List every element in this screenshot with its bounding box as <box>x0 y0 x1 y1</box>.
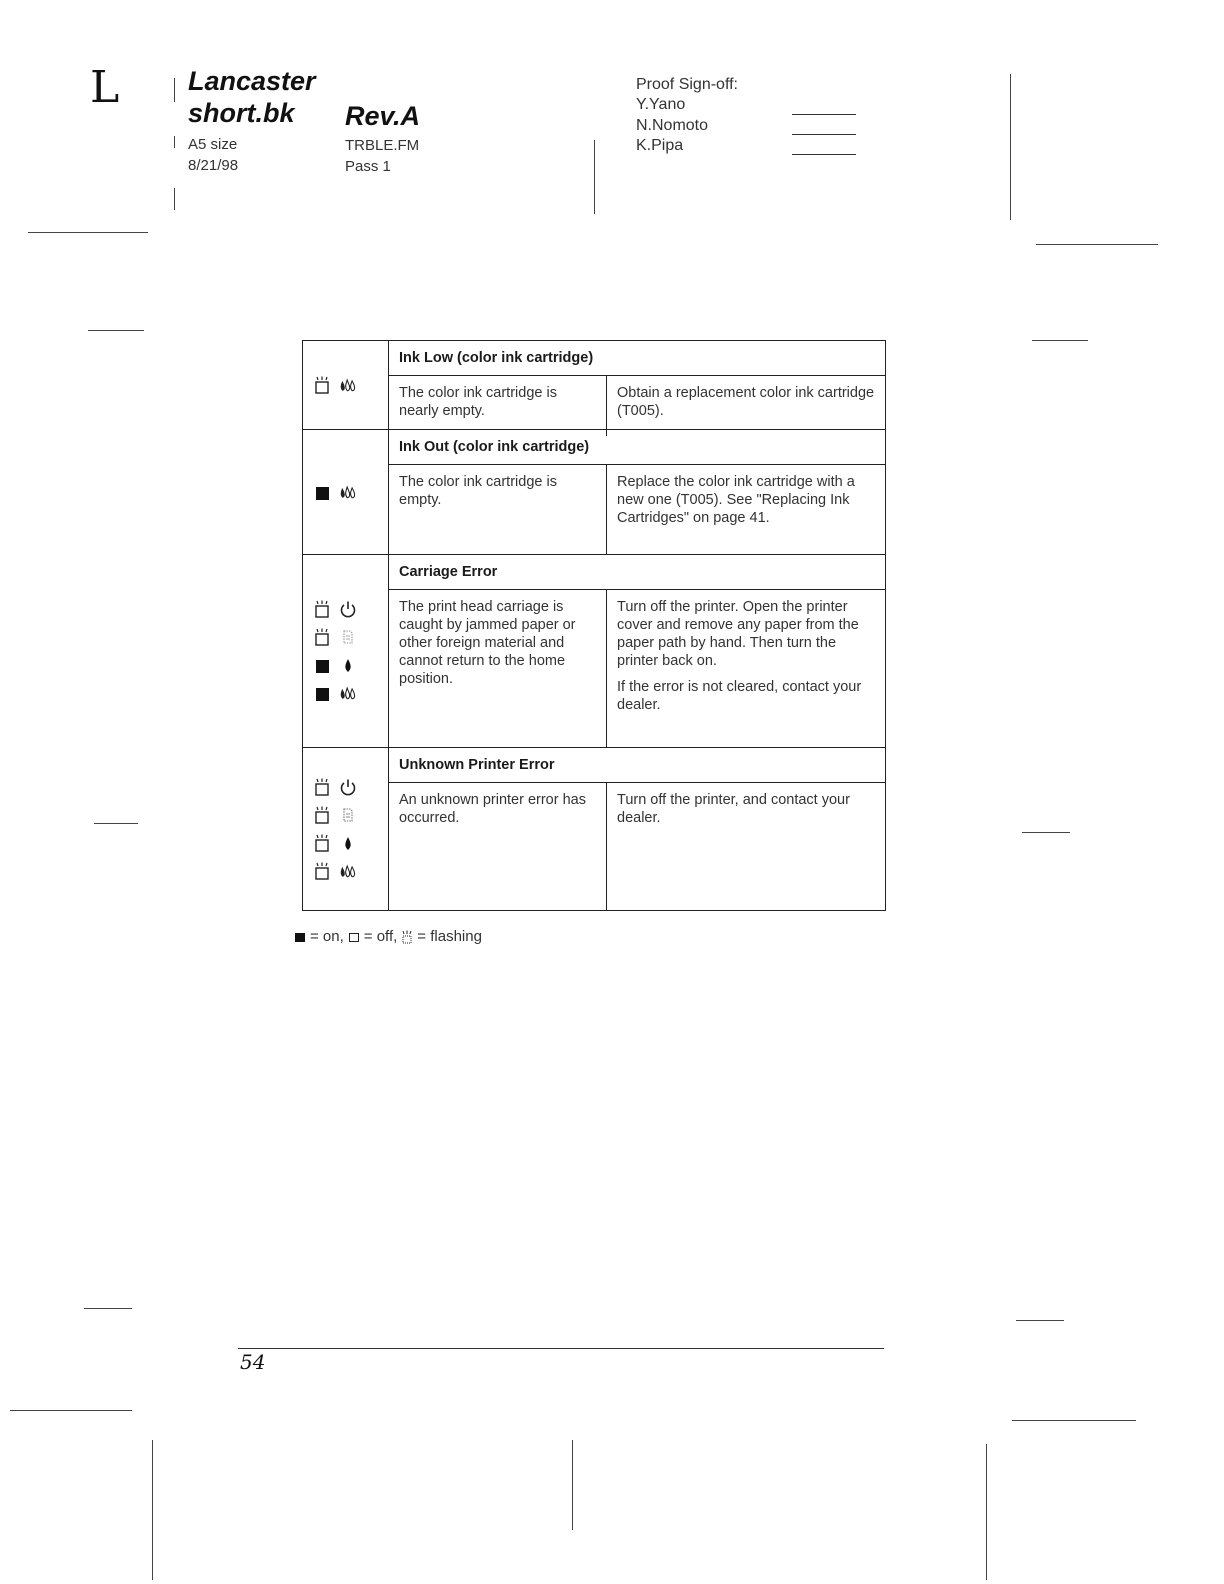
crop-mark <box>28 232 148 233</box>
light-flashing-icon <box>313 806 331 824</box>
signature-line <box>792 134 856 135</box>
crop-mark <box>88 330 144 331</box>
remedy-text: Turn off the printer. Open the printer cover and remove any paper from the paper path by hand. Then turn the printer back on. <box>617 599 859 669</box>
crop-mark <box>572 1440 573 1530</box>
legend <box>294 928 482 945</box>
table-section <box>303 429 885 554</box>
crop-mark <box>1032 340 1088 341</box>
light-flashing-icon <box>313 778 331 796</box>
book-file: short.bk <box>188 98 295 128</box>
indicator-row <box>313 679 388 707</box>
table-section <box>303 554 885 747</box>
corner-mark: L <box>90 62 120 113</box>
color-ink-icon <box>339 483 357 501</box>
crop-mark <box>1036 244 1158 245</box>
indicator-icons <box>303 430 389 554</box>
light-flashing-icon <box>313 834 331 852</box>
legend-flashing-text: = flashing <box>417 928 482 945</box>
remedy-cell <box>607 590 885 747</box>
power-icon <box>339 600 357 618</box>
remedy-cell <box>607 783 885 910</box>
table-section <box>303 341 885 429</box>
light-flashing-icon <box>313 862 331 880</box>
indicator-row <box>313 773 388 801</box>
proof-name: K.Pipa <box>636 137 684 154</box>
paper-icon <box>339 806 357 824</box>
light-on-icon <box>313 684 331 702</box>
indicator-row <box>313 801 388 829</box>
indicator-icons <box>303 555 389 747</box>
header-divider <box>594 140 595 214</box>
light-flashing-icon <box>401 930 413 944</box>
indicator-row <box>313 623 388 651</box>
color-ink-icon <box>339 862 357 880</box>
cause-cell: An unknown printer error has occurred. <box>389 783 607 910</box>
proof-name: N.Nomoto <box>636 117 709 134</box>
pass: Pass 1 <box>345 158 391 175</box>
page-number: 54 <box>240 1350 266 1374</box>
light-off-icon <box>348 931 360 943</box>
indicator-row <box>313 595 388 623</box>
margin-rule <box>174 188 175 210</box>
table-section <box>303 747 885 910</box>
light-on-icon <box>294 931 306 943</box>
indicator-icons <box>303 748 389 910</box>
remedy-cell <box>607 465 885 554</box>
proof-name: Y.Yano <box>636 96 686 113</box>
black-ink-icon <box>339 834 357 852</box>
black-ink-icon <box>339 656 357 674</box>
indicator-icons <box>303 341 389 429</box>
indicator-row <box>313 829 388 857</box>
crop-mark <box>84 1308 132 1309</box>
signature-line <box>792 114 856 115</box>
cause-cell: The print head carriage is caught by jammed paper or other foreign material and cannot return to the home position. <box>389 590 607 747</box>
signature-line <box>792 154 856 155</box>
remedy-text: Obtain a replacement color ink cartridge (T005). <box>617 385 875 419</box>
indicator-row <box>313 651 388 679</box>
light-flashing-icon <box>313 628 331 646</box>
light-on-icon <box>313 483 331 501</box>
indicator-row <box>313 478 388 506</box>
margin-rule <box>174 136 175 148</box>
paper-icon <box>339 628 357 646</box>
remedy-cell <box>607 376 885 436</box>
date: 8/21/98 <box>188 157 239 174</box>
light-on-icon <box>313 656 331 674</box>
indicator-row <box>313 857 388 885</box>
light-flashing-icon <box>313 376 331 394</box>
crop-mark <box>10 1410 132 1411</box>
remedy-text: Turn off the printer, and contact your dealer. <box>617 792 850 826</box>
page-size: A5 size <box>188 136 238 153</box>
margin-rule <box>1010 74 1011 220</box>
remedy-text: Replace the color ink cartridge with a new one (T005). See "Replacing Ink Cartridges" on page 41. <box>617 474 855 526</box>
margin-rule <box>174 78 175 102</box>
color-ink-icon <box>339 376 357 394</box>
legend-on-text: = on, <box>310 928 344 945</box>
crop-mark <box>1012 1420 1136 1421</box>
light-flashing-icon <box>313 600 331 618</box>
error-table <box>302 340 886 911</box>
file-name: TRBLE.FM <box>345 137 420 154</box>
book-title: Lancaster <box>188 66 316 96</box>
crop-mark <box>1016 1320 1064 1321</box>
section-title: Carriage Error <box>389 555 885 590</box>
cause-cell: The color ink cartridge is empty. <box>389 465 607 554</box>
section-title: Ink Out (color ink cartridge) <box>389 430 885 465</box>
proof-label: Proof Sign-off: <box>636 76 738 93</box>
crop-mark <box>94 823 138 824</box>
revision: Rev.A <box>345 101 421 131</box>
remedy-text: If the error is not cleared, contact your dealer. <box>617 679 862 713</box>
crop-mark <box>152 1440 153 1580</box>
power-icon <box>339 778 357 796</box>
color-ink-icon <box>339 684 357 702</box>
cause-cell: The color ink cartridge is nearly empty. <box>389 376 607 436</box>
section-title: Ink Low (color ink cartridge) <box>389 341 885 376</box>
section-title: Unknown Printer Error <box>389 748 885 783</box>
legend-off-text: = off, <box>363 928 398 945</box>
crop-mark <box>1022 832 1070 833</box>
crop-mark <box>986 1444 987 1580</box>
indicator-row <box>313 371 388 399</box>
footer-rule <box>238 1348 884 1349</box>
